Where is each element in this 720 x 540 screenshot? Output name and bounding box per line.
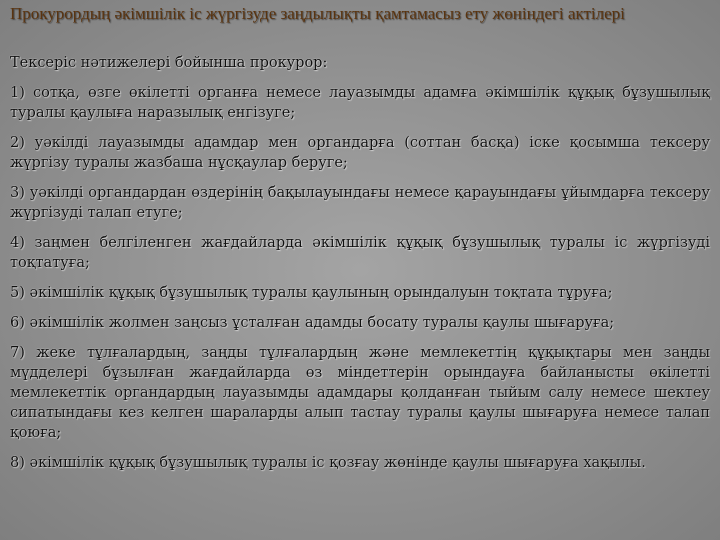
- list-item: 2) уәкілді лауазымды адамдар мен органдарға (соттан басқа) іске қосымша тексеру жүргізу туралы жазбаша нұсқаулар беруге;: [10, 135, 710, 171]
- list-item: 5) әкімшілік құқық бұзушылық туралы қаулының орындалуын тоқтата тұруға;: [10, 285, 613, 301]
- list-item: 6) әкімшілік жолмен заңсыз ұсталған адамды босату туралы қаулы шығаруға;: [10, 315, 615, 331]
- intro-text: Тексеріс нәтижелері бойынша прокурор:: [10, 55, 328, 71]
- list-item: 4) заңмен белгіленген жағдайларда әкімшілік құқық бұзушылық туралы іс жүргізуді тоқтатуға;: [10, 235, 710, 271]
- acts-list: [10, 83, 710, 473]
- slide-title: Прокурордың әкімшілік іс жүргізуде заңдылықты қамтамасыз ету жөніндегі актілері: [10, 4, 625, 23]
- list-item: 1) сотқа, өзге өкілетті органға немесе лауазымды адамға әкімшілік құқық бұзушылық туралы қаулыға наразылық енгізуге;: [10, 85, 710, 121]
- list-item: 8) әкімшілік құқық бұзушылық туралы іс қозғау жөнінде қаулы шығаруға хақылы.: [10, 455, 646, 471]
- list-item: 3) уәкілді органдардан өздерінің бақылауындағы немесе қарауындағы ұйымдарға тексеру жүргізуді талап етуге;: [10, 185, 710, 221]
- list-item: 7) жеке тұлғалардың, заңды тұлғалардың және мемлекеттің құқықтары мен заңды мүдделері бұзылған жағдайларда өз міндеттерін орындауға байланысты өкілетті мемлекеттік органдардың лауазымды адамдары қолданған тыйым салу немесе шектеу сипатындағы кез келген шараларды алып тастау туралы қаулы шығаруға немесе талап қоюға;: [10, 345, 710, 441]
